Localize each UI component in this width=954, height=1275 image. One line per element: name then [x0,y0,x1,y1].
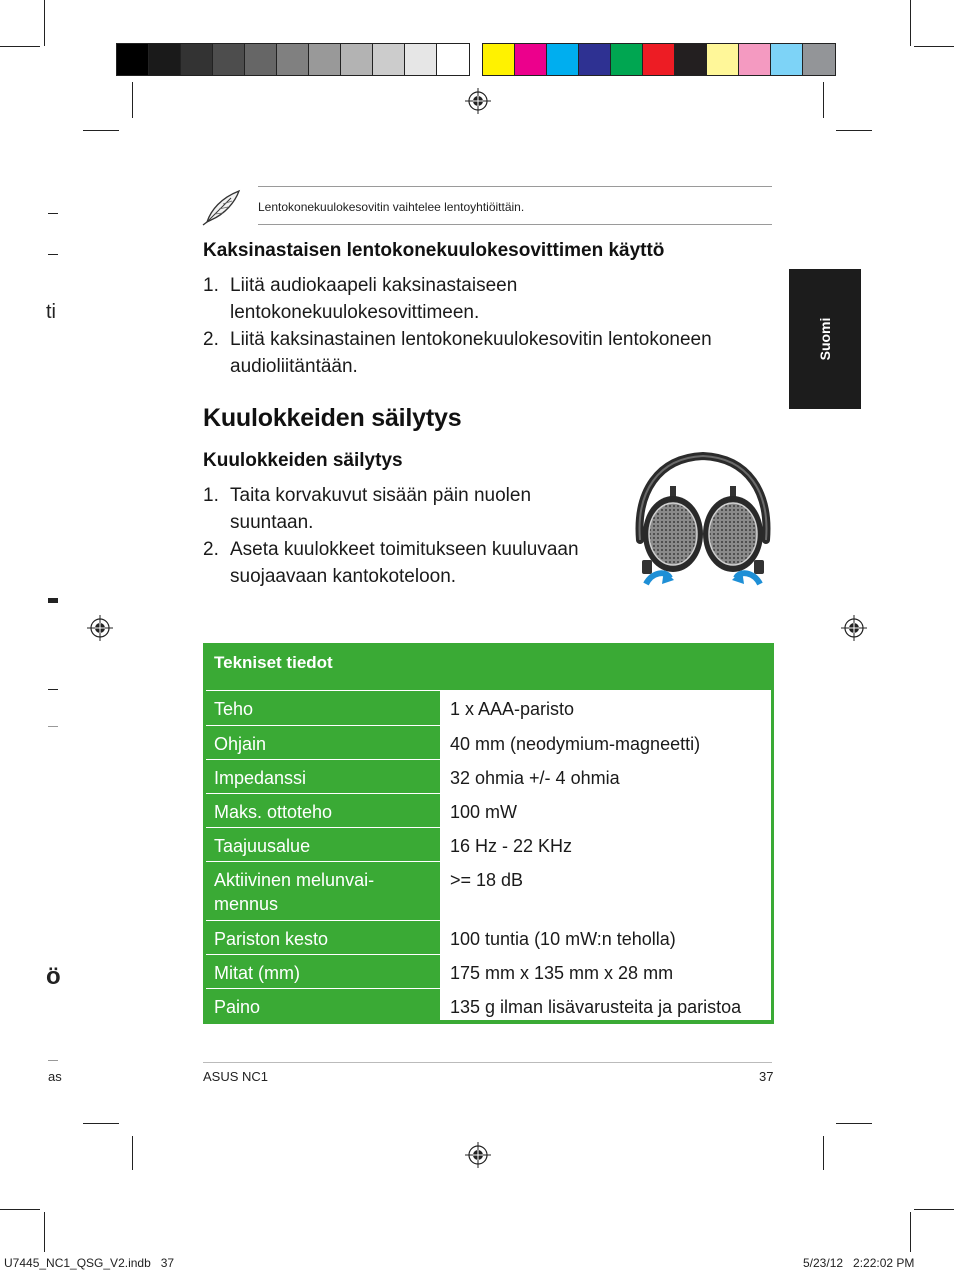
gray-ramp-bar [116,43,470,76]
spec-value: 100 mW [440,794,771,827]
table-row [206,920,771,954]
folded-headphones-image [628,452,778,592]
step-text: suojaavaan kantokoteloon. [230,566,457,587]
step-text: Liitä audiokaapeli kaksinastaiseen [230,275,518,296]
crop-mark [914,1209,954,1210]
note-text: Lentokonekuulokesovitin vaihtelee lentoyhtiöittäin. [258,200,525,214]
registration-mark-icon [841,615,867,641]
color-swatch [181,44,213,75]
step-number: 1. [203,485,219,506]
step-number: 2. [203,539,219,560]
step-number: 1. [203,275,219,296]
edge-fragment-oe: ö [46,963,61,990]
spec-key: Teho [214,699,254,719]
step-text: lentokonekuulokesovittimeen. [230,302,480,323]
color-swatch [771,44,803,75]
registration-mark-icon [87,615,113,641]
footer-rule [203,1062,772,1063]
spec-value: >= 18 dB [440,862,771,920]
crop-mark [836,1123,872,1124]
crop-mark [0,46,40,47]
spec-value: 175 mm x 135 mm x 28 mm [440,955,771,988]
crop-mark [823,82,824,118]
crop-mark [910,0,911,46]
color-swatch [483,44,515,75]
page-title: Kuulokkeiden säilytys [203,404,462,432]
color-swatch [341,44,373,75]
spec-key-line: mennus [214,894,279,914]
table-row [206,793,771,827]
spec-table-header: Tekniset tiedot [214,653,333,672]
step-number: 2. [203,329,219,350]
step-text: Liitä kaksinastainen lentokonekuulokesovitin lentokoneen [230,329,712,350]
table-row [206,988,771,1020]
color-swatch [803,44,835,75]
crop-mark [823,1136,824,1170]
color-swatch [149,44,181,75]
table-row [206,827,771,861]
color-swatch [579,44,611,75]
registration-mark-icon [465,1142,491,1168]
list-item [203,536,623,590]
crop-mark [910,1212,911,1252]
spec-value: 100 tuntia (10 mW:n teholla) [440,921,771,954]
spec-key: Pariston kesto [214,929,329,949]
note-top-rule [258,186,772,187]
slug-file: U7445_NC1_QSG_V2.indb 37 [4,1256,175,1270]
color-swatch [213,44,245,75]
edge-mark [48,254,58,255]
color-swatch [675,44,707,75]
spec-value: 16 Hz - 22 KHz [440,828,771,861]
color-swatch [309,44,341,75]
color-swatch [515,44,547,75]
spec-value: 32 ohmia +/- 4 ohmia [440,760,771,793]
edge-mark [48,726,58,727]
spec-value: 40 mm (neodymium-magneetti) [440,726,771,759]
language-tab-label: Suomi [817,317,833,361]
crop-mark [836,130,872,131]
color-swatch [643,44,675,75]
edge-fragment-as: as [48,1069,62,1084]
slug-date: 5/23/12 2:22:02 PM [803,1256,915,1270]
spec-key: Mitat (mm) [214,963,300,983]
step-list [203,482,623,590]
color-swatch [437,44,469,75]
spec-key: Paino [214,997,261,1017]
spec-value: 1 x AAA-paristo [440,691,771,725]
crop-mark [83,1123,119,1124]
section-heading: Kaksinastaisen lentokonekuulokesovittimen käyttö [203,240,665,261]
color-swatch [405,44,437,75]
edge-mark [48,689,58,690]
table-row [206,690,771,725]
edge-fragment-ti: ti [46,301,56,323]
table-row [206,725,771,759]
footer-product: ASUS NC1 [203,1069,269,1084]
spec-key-line: Aktiivinen melunvai- [214,870,375,890]
step-text: suuntaan. [230,512,314,533]
color-swatch [117,44,149,75]
spec-key: Maks. ottoteho [214,802,333,822]
step-list [203,272,783,380]
step-text: Taita korvakuvut sisään päin nuolen [230,485,532,506]
list-item [203,326,783,380]
spec-key [206,862,440,920]
spec-key: Ohjain [214,734,267,754]
crop-mark [83,130,119,131]
crop-mark [132,82,133,118]
edge-mark [48,213,58,214]
crop-mark [132,1136,133,1170]
table-row [206,759,771,793]
spec-table [203,643,774,1024]
crop-mark [0,1209,40,1210]
spec-key: Impedanssi [214,768,307,788]
edge-mark [48,598,58,603]
step-text: audioliitäntään. [230,356,358,377]
color-swatch [245,44,277,75]
list-item [203,482,623,536]
spec-value: 135 g ilman lisävarusteita ja paristoa [440,989,771,1020]
edge-mark [48,1060,58,1061]
registration-mark-icon [465,88,491,114]
table-row [206,954,771,988]
note-bottom-rule [258,224,772,225]
table-row [206,861,771,920]
color-swatch [739,44,771,75]
crop-mark [44,0,45,46]
language-tab [789,269,861,409]
page-number: 37 [759,1069,774,1084]
color-swatch [547,44,579,75]
crop-mark [44,1212,45,1252]
section-heading: Kuulokkeiden säilytys [203,450,403,471]
color-swatch [277,44,309,75]
crop-mark [914,46,954,47]
color-swatch [373,44,405,75]
color-swatch [707,44,739,75]
quill-pen-icon [201,188,243,226]
color-swatch [611,44,643,75]
process-color-bar [482,43,836,76]
list-item [203,272,783,326]
step-text: Aseta kuulokkeet toimitukseen kuuluvaan [230,539,579,560]
spec-key: Taajuusalue [214,836,311,856]
